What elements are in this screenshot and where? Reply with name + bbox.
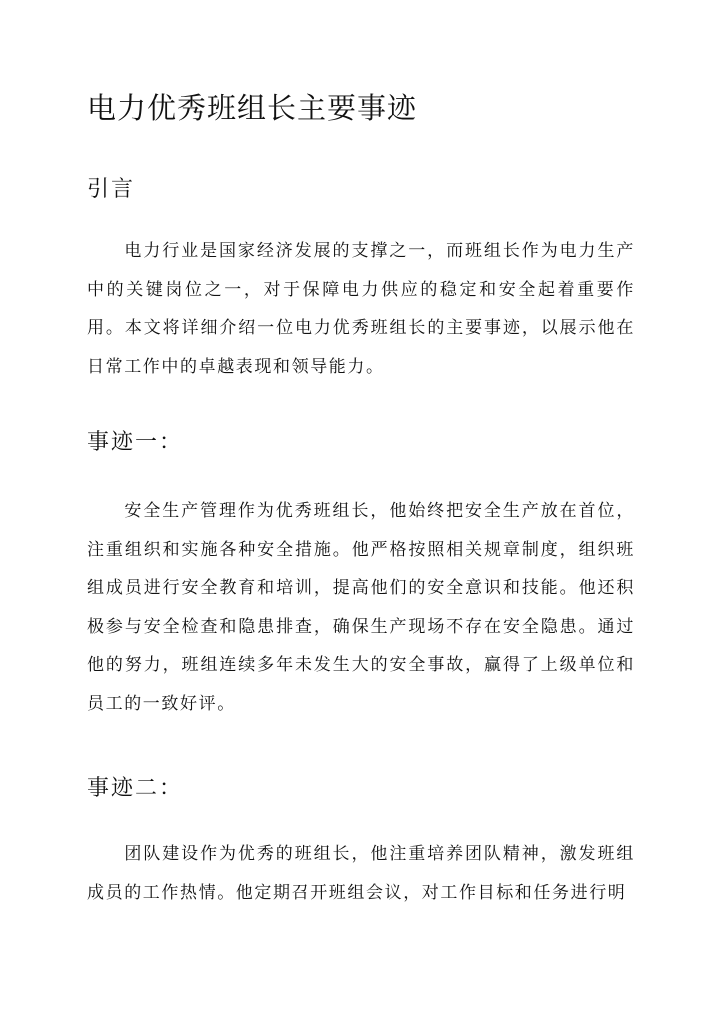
section-heading-introduction: 引言 (87, 177, 136, 202)
section-paragraph-deed-one: 安全生产管理作为优秀班组长，他始终把安全生产放在首位，注重组织和实施各种安全措施。他严格按照相关规章制度，组织班组成员进行安全教育和培训，提高他们的安全意识和技能。他还积极参与安全检查和隐患排查，确保生产现场不存在安全隐患。通过他的努力，班组连续多年未发生大的安全事故，赢得了上级单位和员工的一致好评。 (87, 501, 635, 714)
section-paragraph-introduction: 电力行业是国家经济发展的支撑之一，而班组长作为电力生产中的关键岗位之一，对于保障电力供应的稳定和安全起着重要作用。本文将详细介绍一位电力优秀班组长的主要事迹，以展示他在日常工作中的卓越表现和领导能力。 (87, 241, 635, 377)
section-paragraph-deed-two: 团队建设作为优秀的班组长，他注重培养团队精神，激发班组成员的工作热情。他定期召开班组会议，对工作目标和任务进行明 (87, 844, 635, 903)
section-heading-deed-two: 事迹二： (87, 776, 184, 801)
section-heading-deed-one: 事迹一： (87, 430, 184, 455)
document-title: 电力优秀班组长主要事迹 (87, 91, 418, 125)
